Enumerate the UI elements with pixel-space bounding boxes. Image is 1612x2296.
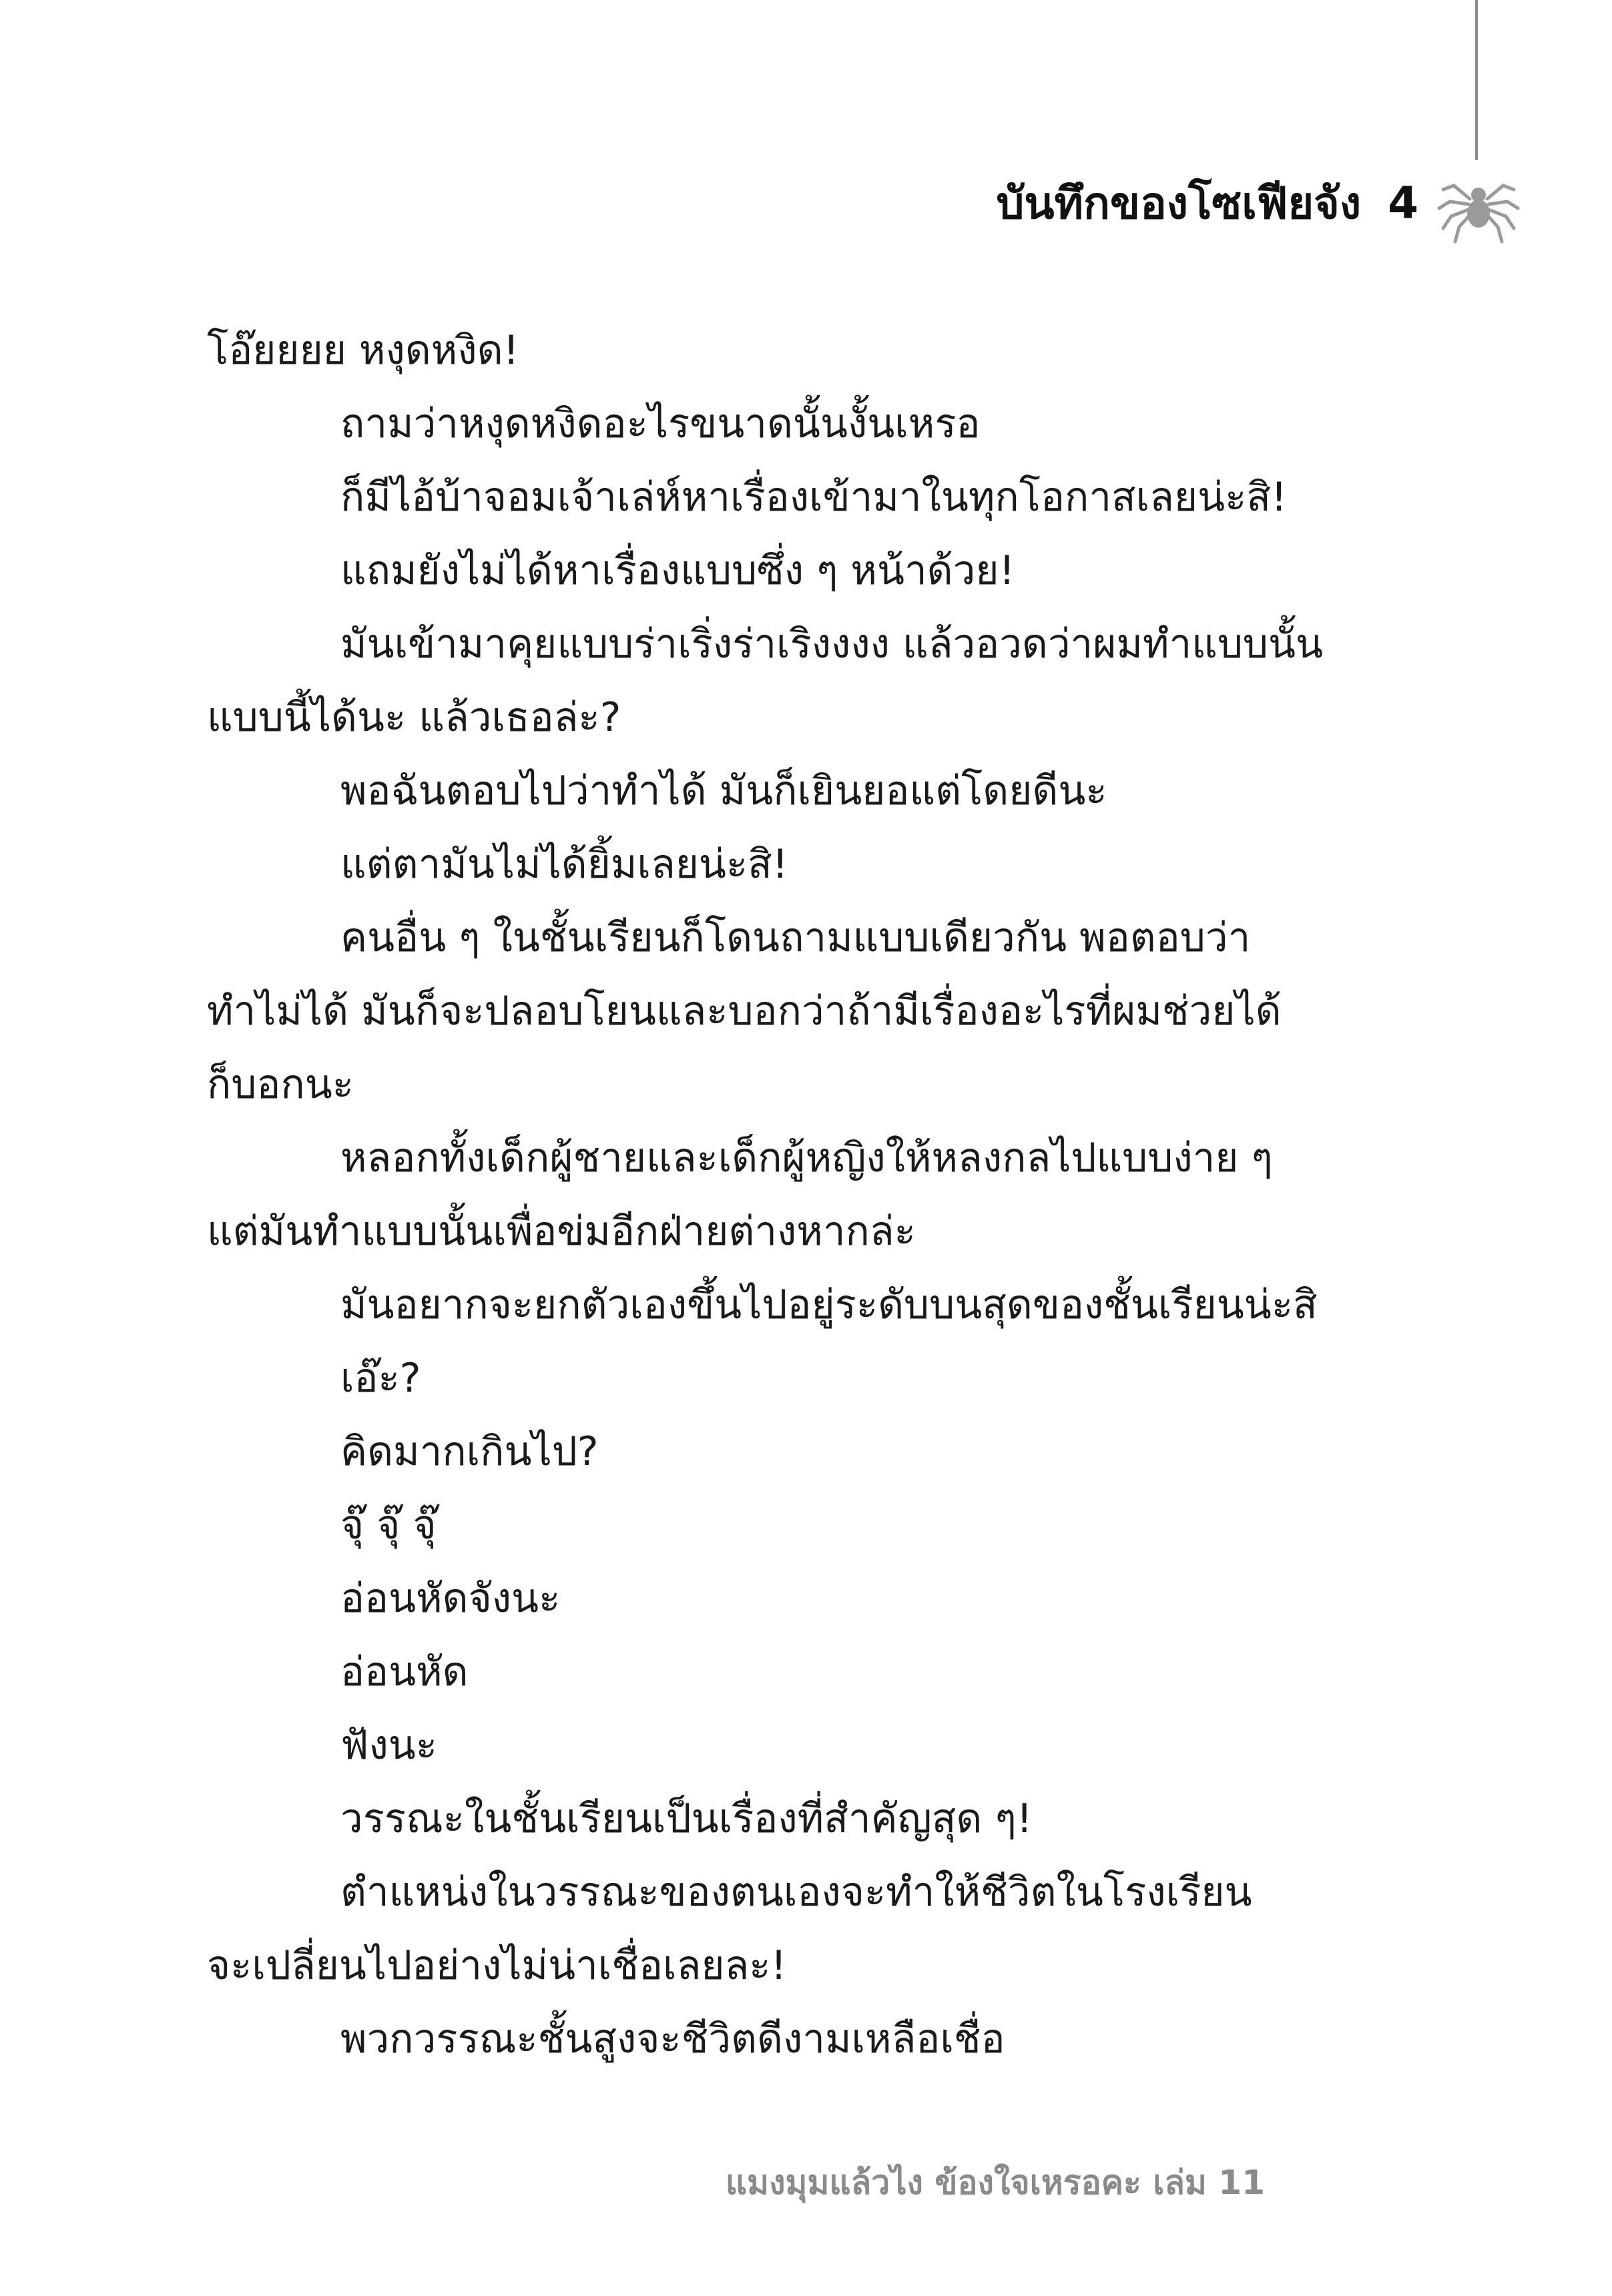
spider-icon — [1435, 160, 1522, 247]
text-line: หลอกทั้งเด็กผู้ชายและเด็กผู้หญิงให้หลงกลไปแบบง่าย ๆ — [340, 1135, 1273, 1181]
text-line: ก็มีไอ้บ้าจอมเจ้าเล่ห์หาเรื่องเข้ามาในทุกโอกาสเลยน่ะสิ! — [340, 474, 1287, 521]
text-line: คนอื่น ๆ ในชั้นเรียนก็โดนถามแบบเดียวกัน พอตอบว่า — [340, 914, 1251, 961]
text-line: คิดมากเกินไป? — [340, 1428, 599, 1475]
text-line: ฟังนะ — [340, 1722, 438, 1769]
text-line: แต่มันทำแบบนั้นเพื่อข่มอีกฝ่ายต่างหากล่ะ — [207, 1208, 916, 1255]
text-line: เอ๊ะ? — [340, 1355, 421, 1402]
running-footer: แมงมุมแล้วไง ข้องใจเหรอคะ เล่ม 11 — [725, 2163, 1265, 2202]
text-line: มันเข้ามาคุยแบบร่าเริ่งร่าเริงงงง แล้วอวดว่าผมทำแบบนั้น — [340, 621, 1324, 667]
text-line: ทำไม่ได้ มันก็จะปลอบโยนและบอกว่าถ้ามีเรื่องอะไรที่ผมช่วยได้ — [207, 988, 1282, 1035]
text-line: มันอยากจะยกตัวเองขึ้นไปอยู่ระดับบนสุดของชั้นเรียนน่ะสิ — [340, 1281, 1318, 1328]
text-line: โอ๊ยยยย หงุดหงิด! — [207, 327, 519, 374]
chapter-number: 4 — [1388, 178, 1418, 229]
text-line: พอฉันตอบไปว่าทำได้ มันก็เยินยอแต่โดยดีนะ — [340, 768, 1107, 814]
text-line: จะเปลี่ยนไปอย่างไม่น่าเชื่อเลยละ! — [207, 1942, 787, 1989]
text-line: แถมยังไม่ได้หาเรื่องแบบซึ่ง ๆ หน้าด้วย! — [340, 547, 1015, 594]
text-line: จุ๊ จุ๊ จุ๊ — [340, 1502, 437, 1548]
text-line: ถามว่าหงุดหงิดอะไรขนาดนั้นงั้นเหรอ — [340, 400, 981, 447]
text-line: อ่อนหัด — [340, 1649, 469, 1695]
body-text — [207, 314, 1415, 2076]
text-line: แบบนี้ได้นะ แล้วเธอล่ะ? — [207, 694, 621, 741]
text-line: ตำแหน่งในวรรณะของตนเองจะทำให้ชีวิตในโรงเรียน — [340, 1869, 1252, 1916]
text-line: อ่อนหัดจังนะ — [340, 1575, 561, 1622]
text-line: วรรณะในชั้นเรียนเป็นเรื่องที่สำคัญสุด ๆ! — [340, 1795, 1033, 1842]
spider-thread — [1475, 0, 1478, 160]
chapter-header — [997, 164, 1419, 244]
chapter-title: บันทึกของโซเฟียจัง — [996, 178, 1362, 229]
text-line: แต่ตามันไม่ได้ยิ้มเลยน่ะสิ! — [340, 841, 788, 888]
text-line: ก็บอกนะ — [207, 1061, 354, 1108]
text-line: พวกวรรณะชั้นสูงจะชีวิตดีงามเหลือเชื่อ — [340, 2016, 1005, 2062]
